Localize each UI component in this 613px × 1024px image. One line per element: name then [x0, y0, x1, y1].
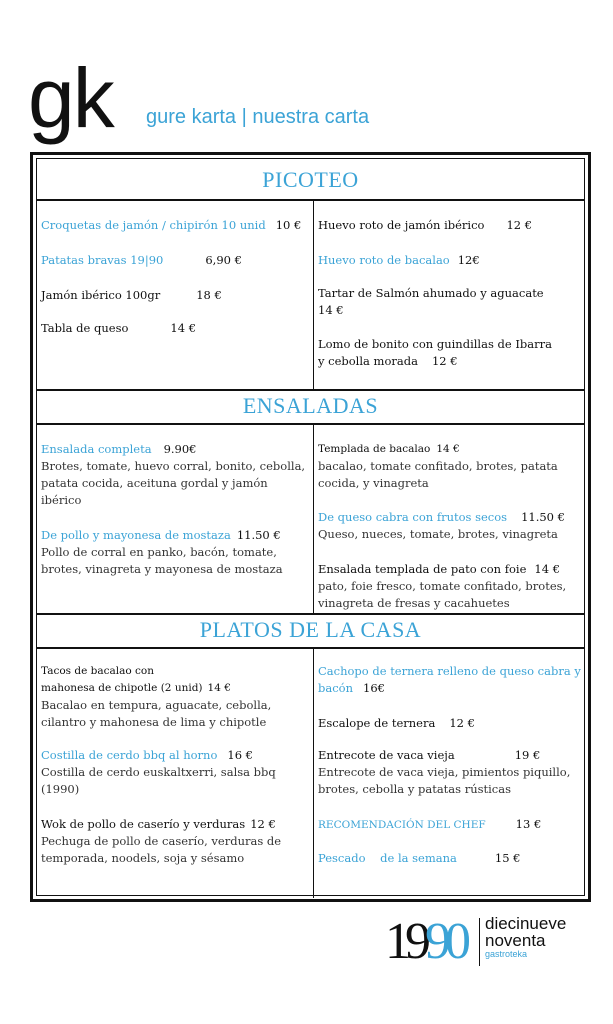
- menu-item: Jamón ibérico 100gr 18 €: [41, 288, 222, 302]
- menu-item: Escalope de ternera 12 €: [318, 716, 475, 730]
- section-title-picoteo: PICOTEO: [262, 167, 359, 192]
- menu-item: Entrecote de vaca vieja 19 € Entrecote de vaca vieja, pimientos piquillo, brotes, cebolla y patatas rústicas: [318, 748, 571, 796]
- section-title-platos: PLATOS DE LA CASA: [199, 617, 422, 642]
- menu-item: De pollo y mayonesa de mostaza 11.50 € Pollo de corral en panko, bacón, tomate, brotes, vinagreta y mayonesa de mostaza: [41, 528, 283, 576]
- menu-inner-border: [36, 158, 585, 896]
- brand-logo-number: 1990: [385, 913, 465, 970]
- menu-item: Ensalada templada de pato con foie 14 € pato, foie fresco, tomate confitado, brotes, vinagreta de fresas y cacahuetes: [318, 562, 567, 610]
- menu-item: Patatas bravas 19|90 6,90 €: [41, 253, 242, 267]
- section-title-ensaladas: ENSALADAS: [242, 393, 379, 418]
- menu-item: Croquetas de jamón / chipirón 10 unid 10 €: [41, 218, 302, 232]
- column-divider: [313, 200, 314, 390]
- logo-gk: gk: [28, 51, 113, 145]
- menu-item: Cachopo de ternera relleno de queso cabra y bacón 16€: [318, 664, 581, 695]
- column-divider: [313, 424, 314, 614]
- tagline: gure karta | nuestra carta: [146, 106, 370, 128]
- column-divider: [313, 648, 314, 898]
- divider: [37, 647, 584, 649]
- menu-item: Wok de pollo de caserío y verduras 12 € Pechuga de pollo de caserío, verduras de temporada, noodels, soja y sésamo: [41, 817, 282, 865]
- menu-item: Huevo roto de jamón ibérico 12 €: [318, 218, 533, 232]
- menu-item: Ensalada completa 9.90€ Brotes, tomate, huevo corral, bonito, cebolla, patata cocida, aceituna gordal y jamón ibérico: [41, 442, 306, 507]
- divider: [37, 199, 584, 201]
- menu-item: Templada de bacalao 14 € bacalao, tomate confitado, brotes, patata cocida, y vinagreta: [318, 443, 558, 490]
- menu-item: Tabla de queso 14 €: [41, 321, 197, 335]
- menu-item: Pescado de la semana 15 €: [318, 851, 521, 865]
- menu-item: Huevo roto de bacalao 12€: [318, 253, 480, 267]
- menu-frame: [30, 152, 591, 902]
- brand-divider: [479, 918, 480, 966]
- brand-name: diecinueve noventa gastroteka: [485, 914, 567, 959]
- menu-item: Costilla de cerdo bbq al horno 16 € Costilla de cerdo euskaltxerri, salsa bbq (1990): [41, 748, 276, 796]
- divider: [37, 613, 584, 615]
- menu-item: Tartar de Salmón ahumado y aguacate 14 €: [318, 286, 544, 317]
- divider: [37, 389, 584, 391]
- menu-item: RECOMENDACIÓN DEL CHEF 13 €: [318, 817, 542, 831]
- menu-item: Lomo de bonito con guindillas de Ibarra y cebolla morada 12 €: [318, 337, 552, 368]
- menu-item: Tacos de bacalao con mahonesa de chipotle (2 unid) 14 € Bacalao en tempura, aguacate, cebolla, cilantro y mahonesa de lima y chipotle: [41, 665, 272, 729]
- menu-item: De queso cabra con frutos secos 11.50 € Queso, nueces, tomate, brotes, vinagreta: [318, 510, 565, 541]
- divider: [37, 423, 584, 425]
